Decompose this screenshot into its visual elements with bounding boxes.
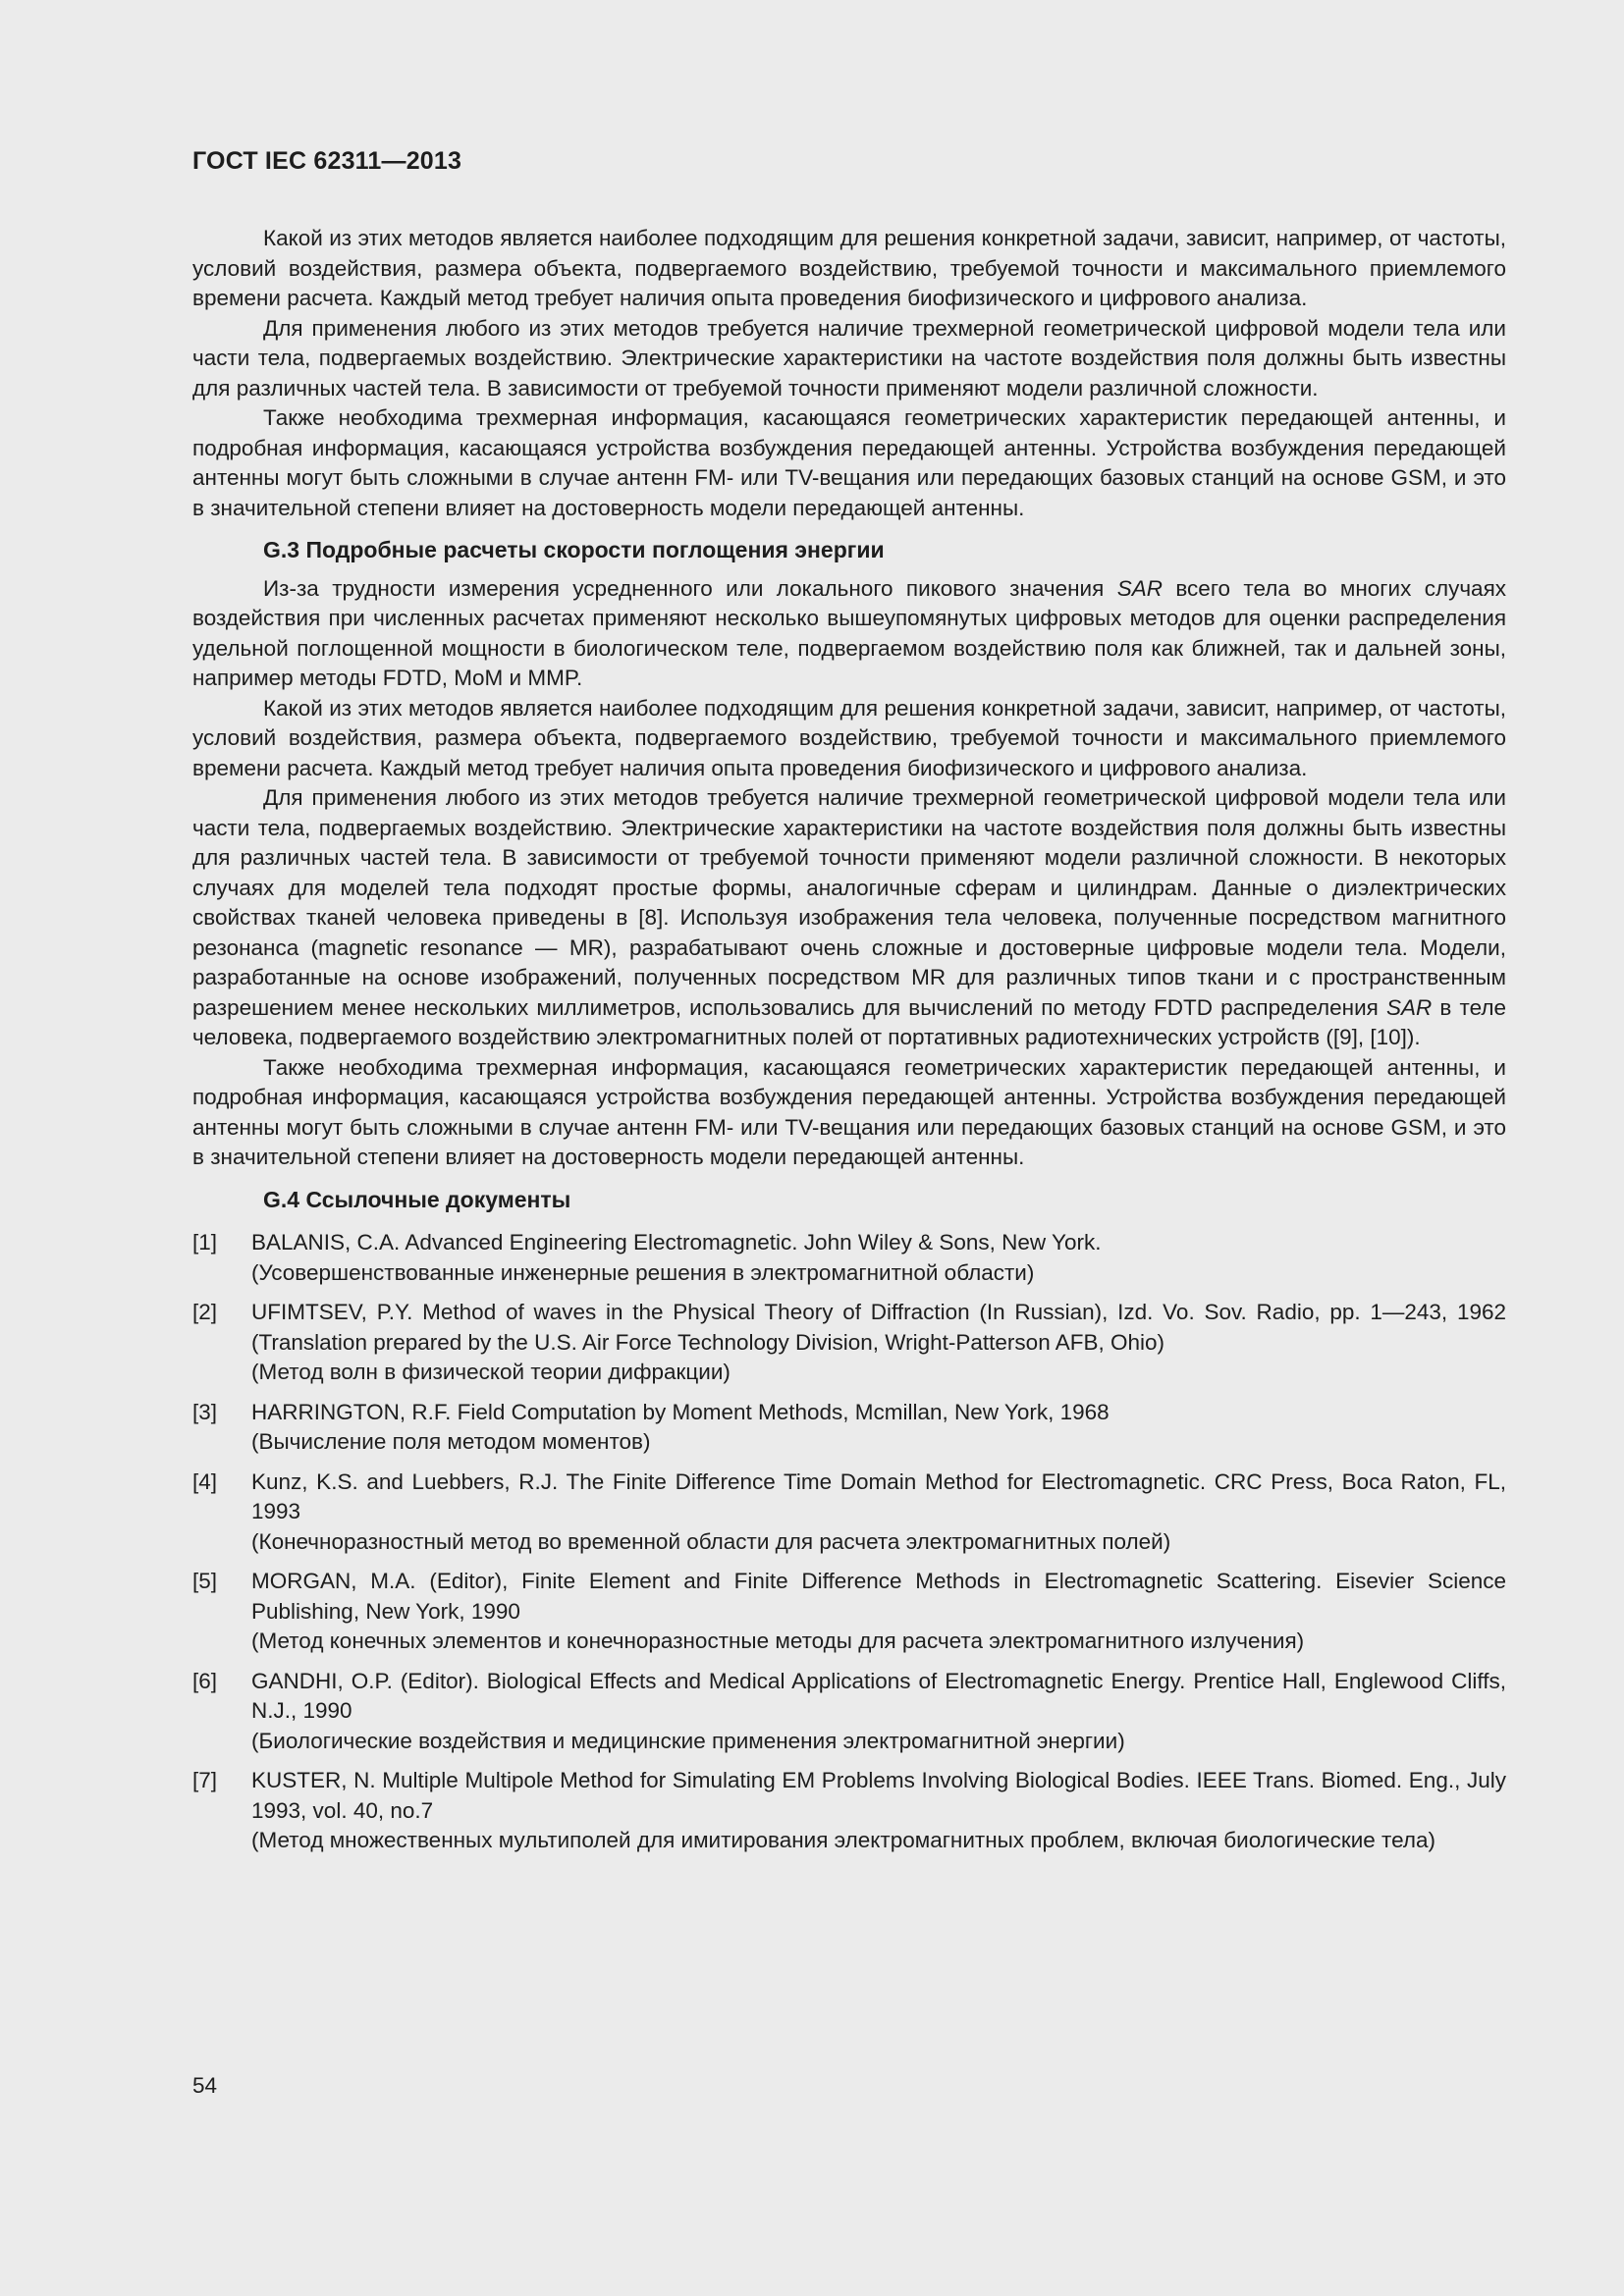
reference-translation: (Усовершенствованные инженерные решения в электромагнитной области): [251, 1259, 1035, 1285]
reference-text: UFIMTSEV, P.Y. Method of waves in the Physical Theory of Diffraction (In Russian), Izd. Vo. Sov. Radio, pp. 1—243, 1962 (Translation prepared by the U.S. Air Force Technology Division, Wright-Patterson AFB, Ohio): [251, 1300, 1506, 1355]
reference-number: [2]: [192, 1300, 218, 1324]
document-header: ГОСТ IEC 62311—2013: [192, 147, 462, 175]
reference-number: [5]: [192, 1569, 218, 1593]
section-g4: [192, 1185, 1506, 1856]
reference-item: [192, 1228, 1506, 1288]
reference-item: [192, 1567, 1506, 1657]
sar-term: SAR: [1116, 575, 1163, 601]
reference-translation: (Метод множественных мультиполей для имитирования электромагнитных проблем, включая биологические тела): [251, 1828, 1436, 1852]
reference-translation: (Биологические воздействия и медицинские применения электромагнитной энергии): [251, 1728, 1125, 1753]
g3-p3-text-b: в теле человека, подвергаемого воздействию электромагнитных полей от портативных радиотехнических устройств ([9], [10]).: [192, 994, 1506, 1049]
intro-paragraph-3: Также необходима трехмерная информация, касающаяся геометрических характеристик передающей антенны, и подробная информация, касающаяся устройства возбуждения передающей антенны. Устройства возбуждения передающей антенны могут быть сложными в случае антенн FM- или TV-вещания или передающих базовых станций на основе GSM, и это в значительной степени влияет на достоверность модели передающей антенны.: [192, 405, 1506, 520]
reference-number: [6]: [192, 1668, 218, 1693]
page-content: [192, 224, 1506, 1866]
g3-paragraph-4: Также необходима трехмерная информация, касающаяся геометрических характеристик передающей антенны, и подробная информация, касающаяся устройства возбуждения передающей антенны. Устройства возбуждения передающей антенны могут быть сложными в случае антенн FM- или TV-вещания или передающих базовых станций на основе GSM, и это в значительной степени влияет на достоверность модели передающей антенны.: [192, 1054, 1506, 1169]
reference-list: [192, 1228, 1506, 1856]
reference-text: KUSTER, N. Multiple Multipole Method for Simulating EM Problems Involving Biological Bodies. IEEE Trans. Biomed. Eng., July 1993, vol. 40, no.7: [251, 1768, 1506, 1823]
g3-p3-text-a: Для применения любого из этих методов требуется наличие трехмерной геометрической цифровой модели тела или части тела, подвергаемых воздействию. Электрические характеристики на частоте воздействия поля должны быть известны для различных частей тела. В зависимости от требуемой точности применяют модели различной сложности. В некоторых случаях для моделей тела подходят простые формы, аналогичные сферам и цилиндрам. Данные о диэлектрических свойствах тканей человека приведены в [8]. Используя изображения тела человека, полученные посредством магнитного резонанса (magnetic resonance — MR), разрабатывают очень сложные и достоверные цифровые модели тела. Модели, разработанные на основе изображений, полученных посредством MR для различных типов ткани и с пространственным разрешением менее нескольких миллиметров, использовались для вычислений по методу FDTD распределения: [192, 785, 1506, 1020]
g3-p1-text-a: Из-за трудности измерения усредненного или локального пикового значения: [263, 575, 1117, 601]
reference-text: HARRINGTON, R.F. Field Computation by Moment Methods, Mcmillan, New York, 1968: [251, 1399, 1110, 1424]
g3-paragraph-1: [192, 574, 1506, 694]
reference-number: [7]: [192, 1768, 218, 1792]
reference-number: [4]: [192, 1468, 218, 1494]
reference-item: [192, 1468, 1506, 1558]
g3-paragraph-3: [192, 783, 1506, 1053]
reference-translation: (Вычисление поля методом моментов): [251, 1429, 651, 1454]
reference-translation: (Метод конечных элементов и конечноразностные методы для расчета электромагнитного излучения): [251, 1629, 1305, 1653]
g3-p1-text-b: всего тела во многих случаях воздействия при численных расчетах применяют несколько вышеупомянутых цифровых методов для оценки распределения удельной поглощенной мощности в биологическом теле, подвергаемом воздействию поля как ближней, так и дальней зоны, например методы FDTD, MoM и MMP.: [192, 575, 1507, 690]
intro-section: [192, 224, 1506, 523]
reference-text: BALANIS, C.A. Advanced Engineering Electromagnetic. John Wiley & Sons, New York.: [251, 1230, 1102, 1255]
reference-body: [251, 1298, 1506, 1388]
intro-paragraph-1: Какой из этих методов является наиболее подходящим для решения конкретной задачи, зависит, например, от частоты, условий воздействия, размера объекта, подвергаемого воздействию, требуемой точности и максимального приемлемого времени расчета. Каждый метод требует наличия опыта проведения биофизического и цифрового анализа.: [192, 226, 1506, 310]
reference-body: [251, 1398, 1506, 1458]
section-g3: [192, 535, 1506, 1173]
reference-item: [192, 1766, 1506, 1856]
intro-paragraph-2: Для применения любого из этих методов требуется наличие трехмерной геометрической цифровой модели тела или части тела, подвергаемых воздействию. Электрические характеристики на частоте воздействия поля должны быть известны для различных частей тела. В зависимости от требуемой точности применяют модели различной сложности.: [192, 315, 1506, 400]
reference-body: [251, 1667, 1506, 1757]
sar-term: SAR: [1386, 994, 1433, 1020]
reference-text: MORGAN, M.A. (Editor), Finite Element and Finite Difference Methods in Electromagnetic Scattering. Eisevier Science Publishing, New York, 1990: [251, 1569, 1506, 1624]
reference-item: [192, 1667, 1506, 1757]
reference-item: [192, 1298, 1506, 1388]
reference-number: [1]: [192, 1230, 218, 1255]
section-g3-heading: G.3 Подробные расчеты скорости поглощения энергии: [263, 537, 885, 562]
g3-paragraph-2: Какой из этих методов является наиболее подходящим для решения конкретной задачи, зависит, например, от частоты, условий воздействия, размера объекта, подвергаемого воздействию, требуемой точности и максимального приемлемого времени расчета. Каждый метод требует наличия опыта проведения биофизического и цифрового анализа.: [192, 695, 1506, 780]
reference-body: [251, 1766, 1506, 1856]
reference-body: [251, 1567, 1506, 1657]
reference-text: Kunz, K.S. and Luebbers, R.J. The Finite Difference Time Domain Method for Electromagnetic. CRC Press, Boca Raton, FL, 1993: [251, 1468, 1506, 1523]
reference-translation: (Метод волн в физической теории дифракции): [251, 1360, 731, 1384]
reference-body: [251, 1468, 1506, 1558]
reference-body: [251, 1228, 1506, 1288]
reference-number: [3]: [192, 1399, 218, 1424]
reference-item: [192, 1398, 1506, 1458]
section-g4-heading: G.4 Ссылочные документы: [263, 1186, 571, 1212]
reference-text: GANDHI, O.P. (Editor). Biological Effects and Medical Applications of Electromagnetic Energy. Prentice Hall, Englewood Cliffs, N.J., 1990: [251, 1668, 1506, 1723]
reference-translation: (Конечноразностный метод во временной области для расчета электромагнитных полей): [251, 1528, 1171, 1554]
page-number: 54: [192, 2073, 218, 2098]
